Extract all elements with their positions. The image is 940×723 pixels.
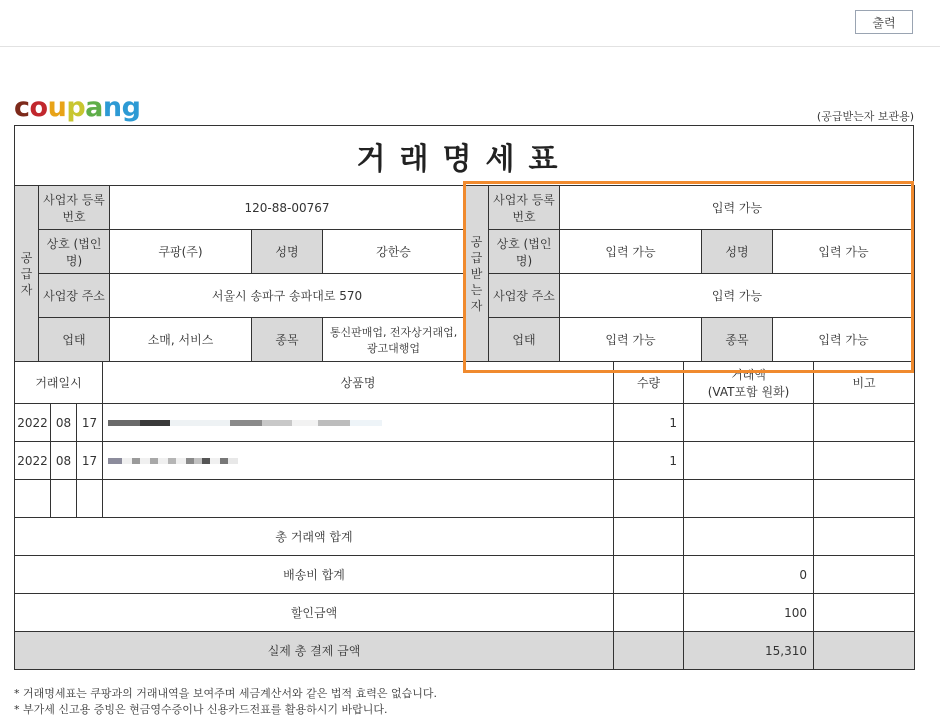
recipient-reg-no-label: 사업자 등록번호 — [489, 186, 560, 230]
row-amount — [684, 442, 814, 480]
redaction-bar — [186, 458, 194, 464]
recipient-business-item-label: 종목 — [702, 318, 773, 362]
row-day: 17 — [77, 442, 103, 480]
empty-cell — [15, 480, 51, 518]
header-amount-sub: (VAT포함 원화) — [707, 384, 790, 399]
recipient-section-text: 공급받는자 — [470, 234, 483, 313]
discount-value: 100 — [684, 594, 814, 632]
row-amount — [684, 404, 814, 442]
header-date: 거래일시 — [15, 362, 103, 404]
supplier-name: 쿠팡(주) — [110, 230, 252, 274]
total-qty — [614, 518, 684, 556]
recipient-business-type-label: 업태 — [489, 318, 560, 362]
row-qty: 1 — [614, 404, 684, 442]
redaction-bar — [210, 458, 220, 464]
redaction-bar — [228, 458, 238, 464]
shipping-label: 배송비 합계 — [15, 556, 614, 594]
footnote: * 부가세 신고용 증빙은 현금영수증이나 신용카드전표를 활용하시기 바랍니다. — [14, 703, 388, 716]
header-amount — [684, 362, 814, 404]
recipient-name-label: 상호 (법인명) — [489, 230, 560, 274]
supplier-section-label — [15, 186, 39, 362]
redaction-bar — [230, 420, 262, 426]
empty-cell — [103, 480, 614, 518]
supplier-name-label: 상호 (법인명) — [39, 230, 110, 274]
recipient-section-label — [465, 186, 489, 362]
redaction-bar — [150, 458, 158, 464]
total-value — [684, 518, 814, 556]
recipient-rep-field[interactable]: 입력 가능 — [773, 230, 915, 274]
row-year: 2022 — [15, 404, 51, 442]
redaction-bar — [318, 420, 350, 426]
redaction-bar — [292, 420, 318, 426]
redaction-bar — [108, 420, 140, 426]
row-year: 2022 — [15, 442, 51, 480]
row-month: 08 — [51, 442, 77, 480]
empty-cell — [614, 480, 684, 518]
shipping-qty — [614, 556, 684, 594]
paid-label: 실제 총 결제 금액 — [15, 632, 614, 670]
supplier-rep-label: 성명 — [252, 230, 323, 274]
discount-note — [814, 594, 915, 632]
total-note — [814, 518, 915, 556]
redaction-bar — [262, 420, 292, 426]
supplier-rep: 강한승 — [323, 230, 465, 274]
redaction-bar — [140, 458, 150, 464]
header-product: 상품명 — [103, 362, 614, 404]
supplier-reg-no: 120-88-00767 — [110, 186, 465, 230]
redaction-bar — [350, 420, 382, 426]
supplier-business-type-label: 업태 — [39, 318, 110, 362]
redaction-bar — [108, 458, 122, 464]
row-month: 08 — [51, 404, 77, 442]
recipient-address-label: 사업장 주소 — [489, 274, 560, 318]
row-product-redacted — [103, 404, 614, 442]
redaction-bar — [132, 458, 140, 464]
header-qty: 수량 — [614, 362, 684, 404]
recipient-reg-no-field[interactable]: 입력 가능 — [560, 186, 915, 230]
redaction-bar — [168, 458, 176, 464]
redaction-bar — [158, 458, 168, 464]
recipient-address-field[interactable]: 입력 가능 — [560, 274, 915, 318]
row-note — [814, 442, 915, 480]
header-note: 비고 — [814, 362, 915, 404]
recipient-name-field[interactable]: 입력 가능 — [560, 230, 702, 274]
supplier-business-item: 통신판매업, 전자상거래업, 광고대행업 — [323, 318, 465, 362]
discount-label: 할인금액 — [15, 594, 614, 632]
shipping-value: 0 — [684, 556, 814, 594]
redaction-bar — [176, 458, 186, 464]
empty-cell — [77, 480, 103, 518]
redaction-bar — [220, 458, 228, 464]
transaction-statement — [14, 125, 914, 670]
supplier-reg-no-label: 사업자 등록번호 — [39, 186, 110, 230]
recipient-business-type-field[interactable]: 입력 가능 — [560, 318, 702, 362]
table-row — [15, 404, 915, 442]
recipient-rep-label: 성명 — [702, 230, 773, 274]
redaction-bar — [202, 458, 210, 464]
empty-cell — [814, 480, 915, 518]
coupang-logo: coupang — [14, 92, 141, 123]
print-button[interactable]: 출력 — [855, 10, 913, 34]
table-row-empty — [15, 480, 915, 518]
redaction-bar — [194, 458, 202, 464]
footnote: * 거래명세표는 쿠팡과의 거래내역을 보여주며 세금계산서와 같은 법적 효력은 없습니다. — [14, 687, 437, 700]
paid-note — [814, 632, 915, 670]
discount-qty — [614, 594, 684, 632]
paid-qty — [614, 632, 684, 670]
row-product-redacted — [103, 442, 614, 480]
items-table — [14, 361, 915, 670]
supplier-business-item-label: 종목 — [252, 318, 323, 362]
supplier-address-label: 사업장 주소 — [39, 274, 110, 318]
document-title: 거래명세표 — [15, 126, 914, 186]
row-qty: 1 — [614, 442, 684, 480]
redaction-bar — [140, 420, 170, 426]
redaction-bar — [122, 458, 132, 464]
table-row — [15, 442, 915, 480]
paid-value: 15,310 — [684, 632, 814, 670]
copy-label: (공급받는자 보관용) — [816, 110, 914, 123]
header-amount-label: 거래액 — [731, 367, 766, 382]
empty-cell — [684, 480, 814, 518]
redaction-bar — [170, 420, 230, 426]
title-table — [14, 125, 914, 186]
total-label: 총 거래액 합계 — [15, 518, 614, 556]
recipient-business-item-field[interactable]: 입력 가능 — [773, 318, 915, 362]
row-note — [814, 404, 915, 442]
party-info-table — [14, 185, 915, 362]
shipping-note — [814, 556, 915, 594]
footnotes — [14, 686, 437, 718]
empty-cell — [51, 480, 77, 518]
row-day: 17 — [77, 404, 103, 442]
top-toolbar — [0, 0, 940, 47]
supplier-business-type: 소매, 서비스 — [110, 318, 252, 362]
supplier-section-text: 공급자 — [20, 250, 33, 297]
supplier-address: 서울시 송파구 송파대로 570 — [110, 274, 465, 318]
